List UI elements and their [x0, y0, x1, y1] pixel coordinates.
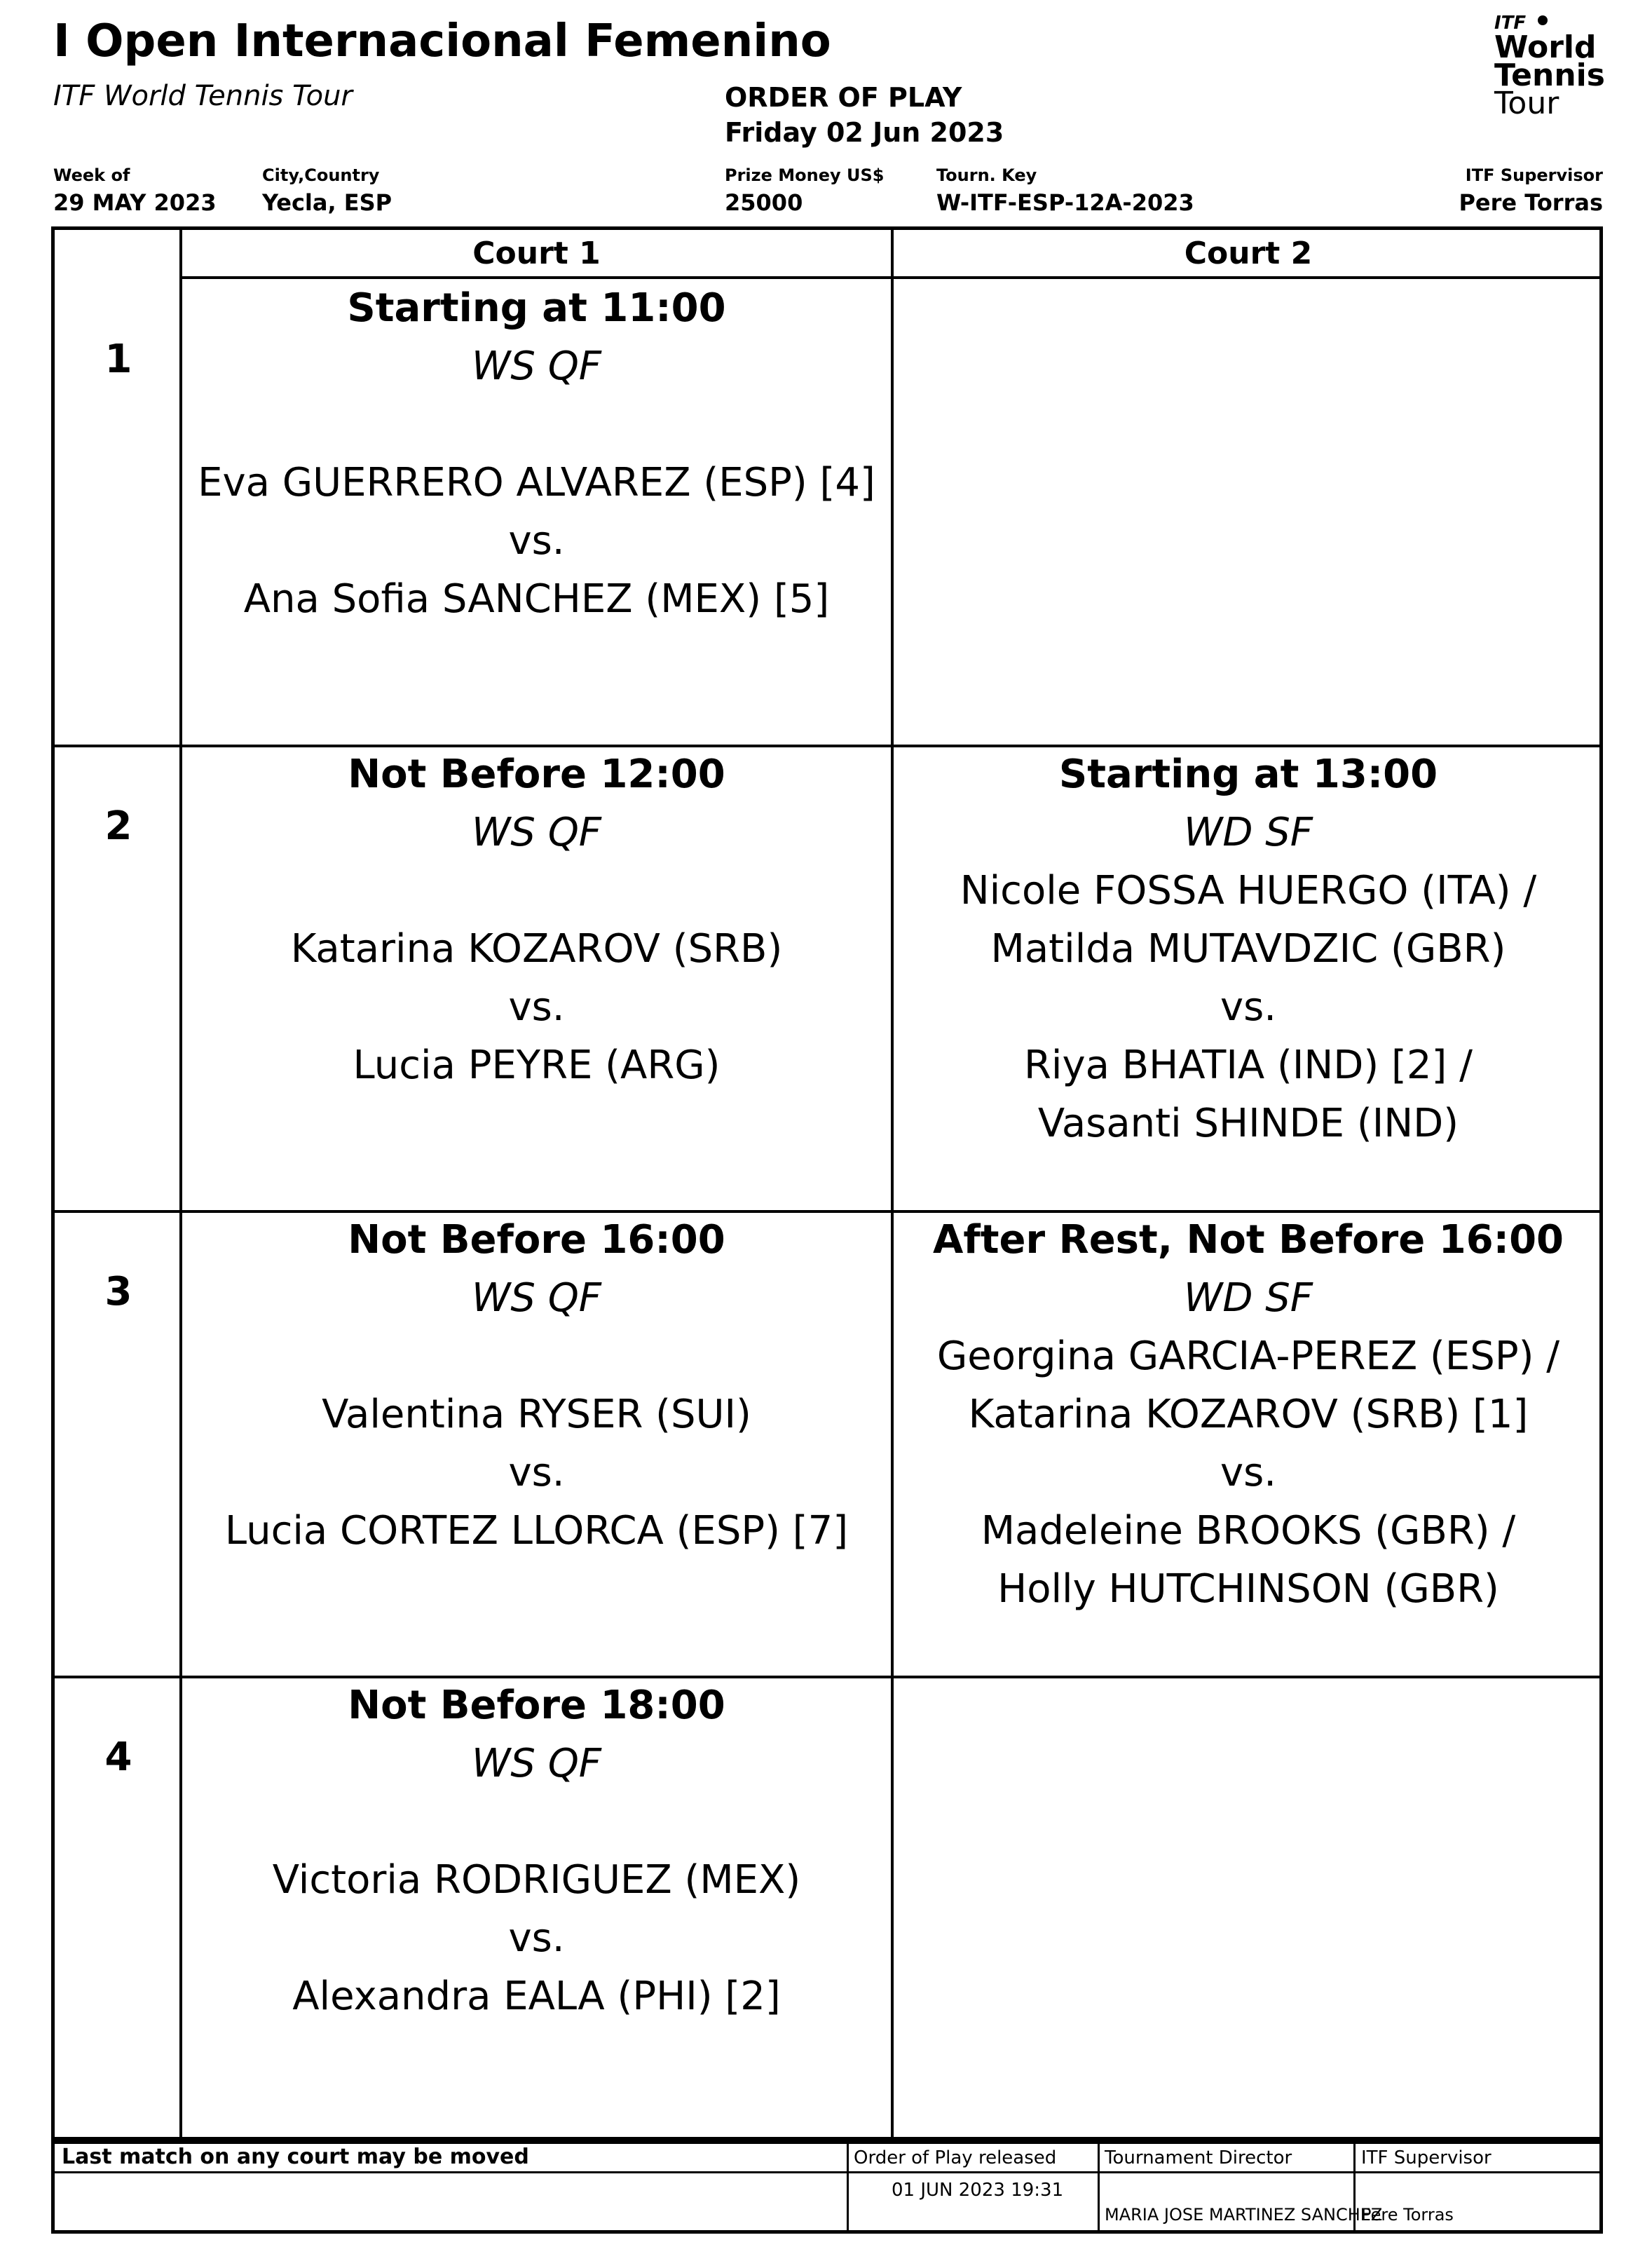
player-line: Lucia CORTEZ LLORCA (ESP) [7] — [224, 1508, 849, 1554]
director-value: MARIA JOSE MARTINEZ SANCHEZ — [1105, 2205, 1383, 2225]
week-label: Week of — [53, 165, 130, 185]
order-of-play-grid — [51, 226, 1603, 2140]
match-cell — [894, 1211, 1603, 1618]
match-time: Starting at 13:00 — [1058, 752, 1438, 797]
match-time: After Rest, Not Before 16:00 — [933, 1217, 1564, 1263]
footer-top-border — [55, 2140, 1603, 2144]
player-line: Katarina KOZAROV (SRB) — [290, 926, 783, 972]
match-cell — [182, 745, 891, 1094]
match-event: WS QF — [471, 1741, 601, 1786]
director-label: Tournament Director — [1105, 2147, 1292, 2168]
match-time: Not Before 16:00 — [348, 1217, 725, 1263]
supervisor-footer-label: ITF Supervisor — [1361, 2147, 1491, 2168]
match-cell — [182, 1676, 891, 2025]
footer-mid-line — [55, 2171, 1603, 2173]
player-line: Vasanti SHINDE (IND) — [1037, 1101, 1459, 1146]
match-cell — [894, 745, 1603, 1153]
vs-line: vs. — [1220, 984, 1277, 1030]
supervisor-value: Pere Torras — [1459, 189, 1603, 216]
match-event: WS QF — [471, 810, 601, 855]
released-label: Order of Play released — [854, 2147, 1057, 2168]
row-number: 1 — [104, 337, 132, 382]
court-divider — [891, 230, 894, 2140]
vs-line: vs. — [508, 1450, 565, 1495]
tournament-title: I Open Internacional Femenino — [53, 15, 831, 67]
player-line: Alexandra EALA (PHI) [2] — [292, 1974, 781, 2019]
player-line: Eva GUERRERO ALVAREZ (ESP) [4] — [198, 460, 875, 505]
tour-subtitle: ITF World Tennis Tour — [53, 80, 353, 112]
footer-box — [51, 2140, 1603, 2234]
player-line: Ana Sofia SANCHEZ (MEX) [5] — [243, 576, 830, 622]
itf-world-tennis-tour-logo — [1479, 13, 1612, 125]
vs-line: vs. — [508, 1915, 565, 1961]
player-line: Madeleine BROOKS (GBR) / — [981, 1508, 1516, 1554]
oop-date: Friday 02 Jun 2023 — [725, 117, 1004, 148]
tourn-key-label: Tourn. Key — [936, 165, 1037, 185]
supervisor-label: ITF Supervisor — [1465, 165, 1603, 185]
row-number: 2 — [104, 803, 132, 849]
player-line: Katarina KOZAROV (SRB) [1] — [968, 1392, 1529, 1437]
spacer — [182, 1793, 891, 1851]
logo-itf: ITF — [1494, 13, 1527, 34]
vs-line: vs. — [508, 984, 565, 1030]
match-event: WD SF — [1183, 1275, 1313, 1321]
court-1-header: Court 1 — [472, 236, 601, 271]
player-line: Lucia PEYRE (ARG) — [353, 1043, 721, 1088]
vs-line: vs. — [1220, 1450, 1277, 1495]
prize-label: Prize Money US$ — [725, 165, 885, 185]
player-line: Georgina GARCIA-PEREZ (ESP) / — [936, 1333, 1560, 1379]
logo-line3: Tour — [1494, 86, 1559, 121]
player-line: Nicole FOSSA HUERGO (ITA) / — [960, 868, 1537, 914]
row-number: 4 — [104, 1734, 132, 1780]
supervisor-footer-value: Pere Torras — [1361, 2205, 1454, 2225]
player-line: Valentina RYSER (SUI) — [322, 1392, 751, 1437]
player-line: Matilda MUTAVDZIC (GBR) — [990, 926, 1506, 972]
match-time: Not Before 18:00 — [348, 1683, 725, 1728]
match-cell — [182, 1211, 891, 1560]
spacer — [182, 1327, 891, 1385]
released-value: 01 JUN 2023 19:31 — [892, 2180, 1064, 2201]
match-time: Starting at 11:00 — [347, 285, 726, 331]
footer-divider — [1098, 2140, 1100, 2230]
week-value: 29 MAY 2023 — [53, 189, 217, 216]
row-number: 3 — [104, 1269, 132, 1315]
match-event: WS QF — [471, 1275, 601, 1321]
prize-value: 25000 — [725, 189, 803, 216]
vs-line: vs. — [508, 518, 565, 564]
footer-divider — [847, 2140, 849, 2230]
spacer — [182, 395, 891, 454]
order-of-play-heading — [725, 80, 1004, 150]
player-line: Victoria RODRIGUEZ (MEX) — [272, 1857, 801, 1903]
spacer — [182, 862, 891, 920]
match-event: WS QF — [471, 344, 601, 389]
oop-title: ORDER OF PLAY — [725, 82, 962, 113]
match-time: Not Before 12:00 — [348, 752, 725, 797]
logo-dot-icon — [1538, 15, 1548, 25]
city-value: Yecla, ESP — [262, 189, 392, 216]
tourn-key-value: W-ITF-ESP-12A-2023 — [936, 189, 1194, 216]
player-line: Riya BHATIA (IND) [2] / — [1023, 1043, 1473, 1088]
logo-line1: World — [1494, 29, 1597, 65]
player-line: Holly HUTCHINSON (GBR) — [997, 1566, 1499, 1612]
city-label: City,Country — [262, 165, 380, 185]
match-cell — [182, 279, 891, 628]
logo-line2: Tennis — [1494, 57, 1605, 93]
footer-note: Last match on any court may be moved — [62, 2145, 529, 2169]
match-event: WD SF — [1183, 810, 1313, 855]
court-2-header: Court 2 — [1184, 236, 1313, 271]
